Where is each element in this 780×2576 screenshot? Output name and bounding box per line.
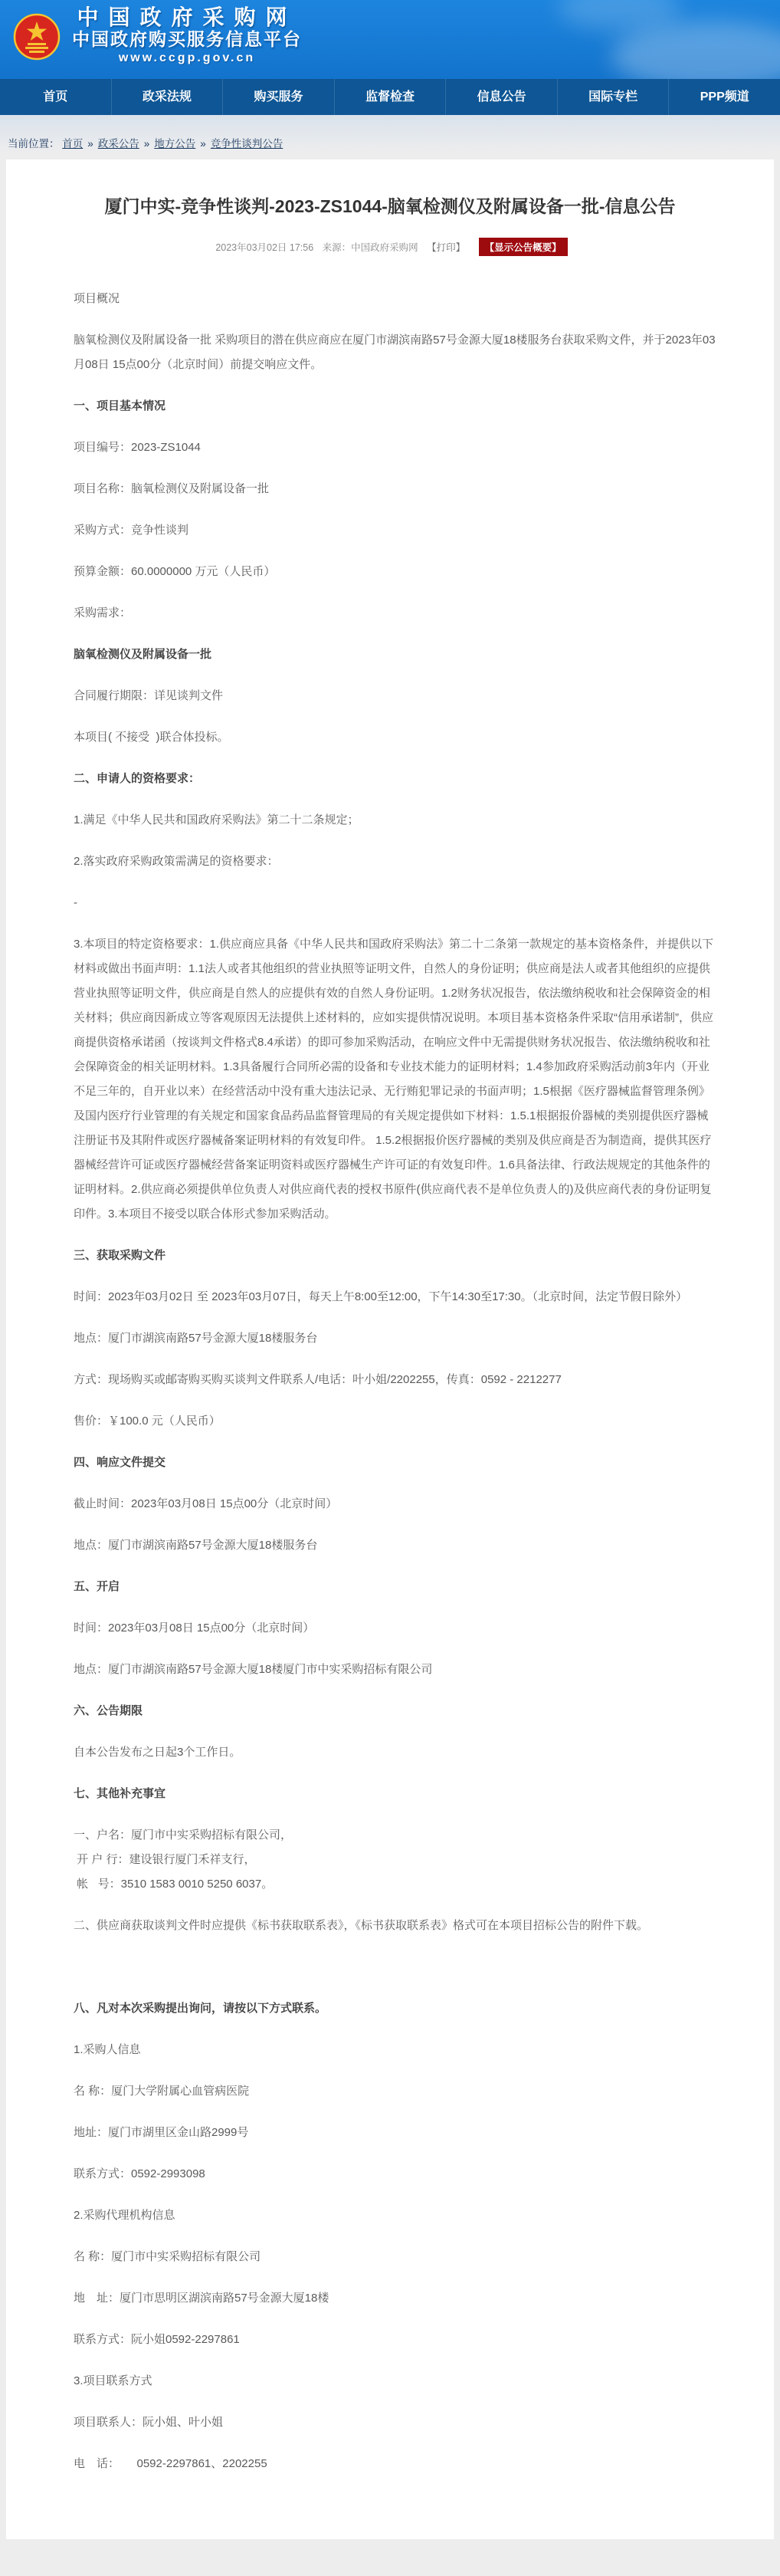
brand-text xyxy=(72,6,302,67)
section-heading: 五、开启 xyxy=(74,1580,120,1593)
section-heading: 四、响应文件提交 xyxy=(74,1456,166,1469)
section-heading: 七、其他补充事宜 xyxy=(74,1787,166,1800)
article-paragraph xyxy=(74,1955,716,1980)
article-paragraph: 一、户名：厦门市中实采购招标有限公司， xyxy=(74,1829,293,1842)
article-paragraph: 合同履行期限：详见谈判文件 xyxy=(74,689,224,702)
nav-item-3[interactable]: 监督检查 xyxy=(334,79,446,115)
nav-item-1[interactable]: 政采法规 xyxy=(111,79,223,115)
print-button[interactable]: 【打印】 xyxy=(427,242,466,253)
source-label: 来源：中国政府采购网 xyxy=(322,242,418,253)
site-brand xyxy=(0,0,780,67)
article-paragraph: 3.本项目的特定资格要求：1.供应商应具备《中华人民共和国政府采购法》第二十二条第一款规定的基本资格条件，并提供以下材料或做出书面声明：1.1法人或者其他组织的营业执照等证明文件，自然人的身份证明；供应商是法人或者其他组织的应提供营业执照等证明文件，供应商是自然人的应提供有效的自然人身份证明。1.2财务状况报告，依法缴纳税收和社会保障资金的相关材料；供应商因新成立等客观原因无法提供上述材料的，应如实提供情况说明。本项目基本资格条件采取“信用承诺制”，供应商提供资格承诺函（按谈判文件格式8.4承诺）的即可参加采购活动，在响应文件中无需提供财务状况报告、依法缴纳税收和社会保障资金的相关证明材料。1.3具备履行合同所必需的设备和专业技术能力的证明材料；1.4参加政府采购活动前3年内（开业不足三年的，自开业以来）在经营活动中没有重大违法记录、无行贿犯罪记录的书面声明；1.5根据《医疗器械监督管理条例》及国内医疗行业管理的有关规定和国家食品药品监督管理局的有关规定提供如下材料：1.5.1根据报价器械的类别提供医疗器械注册证书及其附件或医疗器械备案证明材料的有效复印件。 1.5.2根据报价医疗器械的类别及供应商是否为制造商，提供其医疗器械经营许可证或医疗器械经营备案证明资料或医疗器械生产许可证的有效复印件。1.6具备法律、行政法规规定的其他条件的证明材料。2.供应商必须提供单位负责人对供应商代表的授权书原件(供应商代表不是单位负责人的)及供应商代表的身份证明复印件。3.本项目不接受以联合体形式参加采购活动。 xyxy=(74,938,714,1221)
section-heading: 脑氧检测仪及附属设备一批 xyxy=(74,648,212,661)
article-paragraph: 联系方式：阮小姐0592-2297861 xyxy=(74,2333,240,2346)
breadcrumb-separator: » xyxy=(87,138,93,150)
article-paragraph: 帐 号：3510 1583 0010 5250 6037。 xyxy=(74,1878,274,1891)
article-paragraph: 二、供应商获取谈判文件时应提供《标书获取联系表》，《标书获取联系表》格式可在本项目招标公告的附件下载。 xyxy=(74,1919,649,1932)
article-paragraph: 联系方式：0592-2993098 xyxy=(74,2167,205,2180)
breadcrumb-link-2[interactable]: 地方公告 xyxy=(154,138,196,150)
article-paragraph: 名 称：厦门市中实采购招标有限公司 xyxy=(74,2250,261,2263)
site-subtitle: 中国政府购买服务信息平台 xyxy=(72,29,302,49)
article-paragraph: 地点：厦门市湖滨南路57号金源大厦18楼服务台 xyxy=(74,1539,318,1552)
breadcrumb-link-1[interactable]: 政采公告 xyxy=(97,138,139,150)
breadcrumb-link-0[interactable]: 首页 xyxy=(62,138,84,150)
show-summary-button[interactable]: 【显示公告概要】 xyxy=(479,238,568,256)
nav-item-4[interactable]: 信息公告 xyxy=(445,79,557,115)
breadcrumb-separator: » xyxy=(143,138,150,150)
national-emblem-icon xyxy=(12,12,61,61)
article-paragraph: 3.项目联系方式 xyxy=(74,2374,152,2387)
article-paragraph: 1.满足《中华人民共和国政府采购法》第二十二条规定； xyxy=(74,813,359,826)
breadcrumb-strip xyxy=(0,115,780,159)
article-paragraph: 地点：厦门市湖滨南路57号金源大厦18楼厦门市中实采购招标有限公司 xyxy=(74,1663,433,1676)
article-paragraph: 预算金额：60.0000000 万元（人民币） xyxy=(74,565,276,578)
article-paragraph: 1.采购人信息 xyxy=(74,2043,141,2056)
article-paragraph: 截止时间：2023年03月08日 15点00分（北京时间） xyxy=(74,1497,338,1510)
article-paragraph: 地址：厦门市湖里区金山路2999号 xyxy=(74,2126,249,2139)
article-paragraph: 地点：厦门市湖滨南路57号金源大厦18楼服务台 xyxy=(74,1332,318,1345)
article-paragraph: 脑氧检测仪及附属设备一批 采购项目的潜在供应商应在厦门市湖滨南路57号金源大厦18楼服务台获取采购文件，并于2023年03月08日 15点00分（北京时间）前提交响应文件。 xyxy=(74,334,716,371)
article-paragraph: 项目编号：2023-ZS1044 xyxy=(74,441,201,454)
article-paragraph: 名 称：厦门大学附属心血管病医院 xyxy=(74,2085,250,2098)
publish-datetime: 2023年03月02日 17:56 xyxy=(215,242,314,253)
breadcrumb-link-3[interactable]: 竞争性谈判公告 xyxy=(210,138,283,150)
nav-item-0[interactable]: 首页 xyxy=(43,90,68,104)
article-paragraph: 地 址：厦门市思明区湖滨南路57号金源大厦18楼 xyxy=(74,2292,329,2305)
breadcrumb xyxy=(0,115,780,150)
nav-item-6[interactable]: PPP频道 xyxy=(668,79,780,115)
article-paragraph: 采购需求： xyxy=(74,606,132,619)
article-paragraph: 方式：现场购买或邮寄购买购买谈判文件联系人/电话：叶小姐/2202255，传真：0592 - 2212277 xyxy=(74,1373,562,1386)
article-paragraph: 时间：2023年03月02日 至 2023年03月07日，每天上午8:00至12:00，下午14:30至17:30。（北京时间，法定节假日除外） xyxy=(74,1290,688,1303)
article-paragraph: 2.采购代理机构信息 xyxy=(74,2209,175,2222)
section-heading: 三、获取采购文件 xyxy=(74,1249,166,1262)
breadcrumb-prefix: 当前位置： xyxy=(8,138,60,150)
article-paragraph: - xyxy=(74,896,77,909)
breadcrumb-separator: » xyxy=(200,138,206,150)
article-body xyxy=(6,287,774,2476)
article-paragraph: 采购方式：竞争性谈判 xyxy=(74,524,189,537)
site-url: www.ccgp.gov.cn xyxy=(118,51,256,64)
article-meta xyxy=(6,238,774,256)
article-paragraph: 项目联系人：阮小姐、叶小姐 xyxy=(74,2416,224,2429)
article-paragraph: 项目名称：脑氧检测仪及附属设备一批 xyxy=(74,482,270,495)
article-paragraph: 电 话： 0592-2297861、2202255 xyxy=(74,2457,267,2470)
page-title: 厦门中实-竞争性谈判-2023-ZS1044-脑氧检测仪及附属设备一批-信息公告 xyxy=(104,196,676,216)
section-heading: 二、申请人的资格要求： xyxy=(74,772,201,785)
article-paragraph: 开 户 行：建设银行厦门禾祥支行， xyxy=(74,1853,256,1866)
article-paragraph: 售价：￥100.0 元（人民币） xyxy=(74,1414,221,1428)
section-heading: 六、公告期限 xyxy=(74,1704,143,1717)
article-paragraph: 项目概况 xyxy=(74,292,120,305)
site-header xyxy=(0,0,780,79)
article-paragraph: 2.落实政府采购政策需满足的资格要求： xyxy=(74,855,279,868)
article-paragraph: 自本公告发布之日起3个工作日。 xyxy=(74,1746,241,1759)
nav-item-5[interactable]: 国际专栏 xyxy=(557,79,669,115)
article-card xyxy=(6,159,774,2539)
site-title: 中国政府采购网 xyxy=(77,5,297,29)
section-heading: 八、凡对本次采购提出询问，请按以下方式联系。 xyxy=(74,2002,327,2015)
nav-item-2[interactable]: 购买服务 xyxy=(222,79,334,115)
section-heading: 一、项目基本情况 xyxy=(74,399,166,412)
article-paragraph: 本项目( 不接受 )联合体投标。 xyxy=(74,731,229,744)
article-paragraph: 时间：2023年03月08日 15点00分（北京时间） xyxy=(74,1622,315,1635)
main-nav xyxy=(0,79,780,115)
